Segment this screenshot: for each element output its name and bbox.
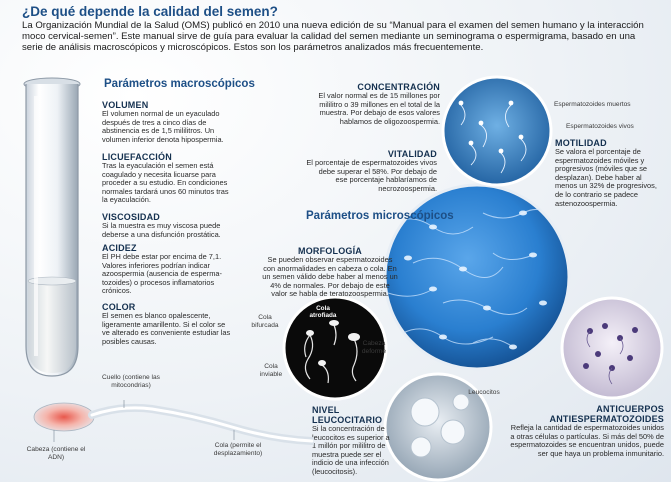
macro-item-title: ACIDEZ bbox=[102, 243, 137, 253]
macro-item-text: Si la muestra es muy viscosa puede deberse a una disfunción prostática. bbox=[102, 221, 221, 239]
macro-heading: Parámetros macroscópicos bbox=[104, 78, 255, 90]
macro-item-text: Tras la eyaculación el semen está coagulado y necesita licuarse para proceder a su estudio. En condiciones normales tardará unos 60 minutos tras la eyaculación. bbox=[102, 161, 229, 205]
label-cola-atrofiada: Cola atrofiada bbox=[309, 305, 337, 320]
macro-item-text: El PH debe estar por encima de 7,1. Valores inferiores podrían indicar azoospermia (ausencia de esperma-tozoides) o procesos inflamatorios crónicos. bbox=[102, 252, 222, 296]
label-leucocitos: Leucocitos bbox=[468, 389, 500, 396]
macro-item-viscosidad bbox=[102, 212, 234, 239]
macro-item-acidez bbox=[102, 243, 234, 296]
micro-concentracion bbox=[312, 82, 440, 126]
macro-item-title: VISCOSIDAD bbox=[102, 212, 161, 222]
micro-item-text: Se pueden observar espermatozoides con anormalidades en cabeza o cola. En un semen válido debe haber al menos un 4% de normales. Por debajo de este valor se habla de teratozoospermia. bbox=[262, 255, 398, 299]
macro-item-licuefaccion bbox=[102, 152, 234, 205]
micro-item-title: MORFOLOGÍA bbox=[298, 246, 362, 256]
macro-item-color bbox=[102, 302, 234, 346]
label-espermatozoides-vivos: Espermatozoides vivos bbox=[566, 123, 634, 130]
macro-item-title: VOLUMEN bbox=[102, 100, 149, 110]
microscope-anticuerpos-circle bbox=[560, 296, 664, 400]
macro-item-text: El semen es blanco opalescente, ligeramente amarillento. Si el color se ve alterado es conveniente estudiar las posibles causas. bbox=[102, 311, 231, 346]
micro-item-title: ANTIESPERMATOZOIDES bbox=[549, 414, 664, 424]
micro-item-title: VITALIDAD bbox=[387, 149, 437, 159]
page-title: ¿De qué depende la calidad del semen? bbox=[22, 4, 278, 19]
macro-item-title: LICUEFACCIÓN bbox=[102, 152, 172, 162]
micro-item-title: ANTICUERPOS bbox=[596, 404, 664, 414]
micro-item-text: Se valora el porcentaje de espermatozoides móviles y progresivos (móviles que se desplazan). Debe haber al menos un 32% de progresivos, de lo contrario se padece astenozoospermia. bbox=[555, 147, 657, 208]
micro-anticuerpos bbox=[506, 404, 664, 458]
micro-item-title: NIVEL LEUCOCITARIO bbox=[312, 405, 383, 425]
label-cola: Cola (permite el desplazamiento) bbox=[213, 442, 263, 457]
micro-heading: Parámetros microscópicos bbox=[306, 210, 454, 222]
micro-leucocitario bbox=[312, 405, 394, 477]
micro-vitalidad bbox=[305, 149, 437, 193]
label-cola-inviable: Cola inviable bbox=[259, 363, 283, 378]
micro-item-text: Si la concentración de leucocitos es superior a 1 millón por mililitro de muestra puede ser el indicio de una infección (leucocitosis). bbox=[312, 424, 390, 476]
label-cabeza-deforme: Cabeza deforme bbox=[361, 340, 387, 355]
label-espermatozoides-muertos: Espermatozoides muertos bbox=[554, 101, 631, 108]
micro-morfologia bbox=[262, 246, 398, 299]
test-tube-illustration bbox=[12, 76, 92, 386]
micro-item-text: Refleja la cantidad de espermatozoides unidos a otras células o partículas. Si más del 50% de espermatozoides se encuentran unidos, puede ser que haya un problema inmunitario. bbox=[510, 423, 664, 458]
macro-item-title: COLOR bbox=[102, 302, 136, 312]
macro-item-volumen bbox=[102, 100, 234, 144]
micro-item-title: MOTILIDAD bbox=[555, 138, 607, 148]
microscope-vitalidad-circle bbox=[441, 75, 553, 187]
micro-item-title: CONCENTRACIÓN bbox=[357, 82, 440, 92]
micro-motilidad bbox=[555, 138, 665, 208]
micro-item-text: El valor normal es de 15 millones por mililitro o 39 millones en el total de la muestra. Por debajo de esos valores hablamos de oligozoospermia. bbox=[318, 91, 440, 126]
intro-text: La Organización Mundial de la Salud (OMS) publicó en 2010 una nueva edición de su “Manual para el examen del semen humano y la interacción moco cervical-semen”. Este manual sirve de guía para evaluar la calidad del semen mediante un seminograma o espermigrama, basado en una serie de análisis macroscópicos y microscópicos. Estos son los parámetros analizados más frecuentemente. bbox=[22, 20, 644, 53]
micro-item-text: El porcentaje de espermatozoides vivos debe superar el 58%. Por debajo de ese porcentaje hablaríamos de necrozoospermia. bbox=[306, 158, 437, 193]
macro-item-text: El volumen normal de un eyaculado después de tres a cinco días de abstinencia es de 1,5 mililitros. Un volumen inferior denota hipospermia. bbox=[102, 109, 224, 144]
label-cabeza: Cabeza (contiene el ADN) bbox=[26, 446, 86, 461]
label-cola-bifurcada: Cola bifurcada bbox=[251, 314, 279, 329]
label-cuello: Cuello (contiene las mitocondrias) bbox=[102, 374, 160, 389]
